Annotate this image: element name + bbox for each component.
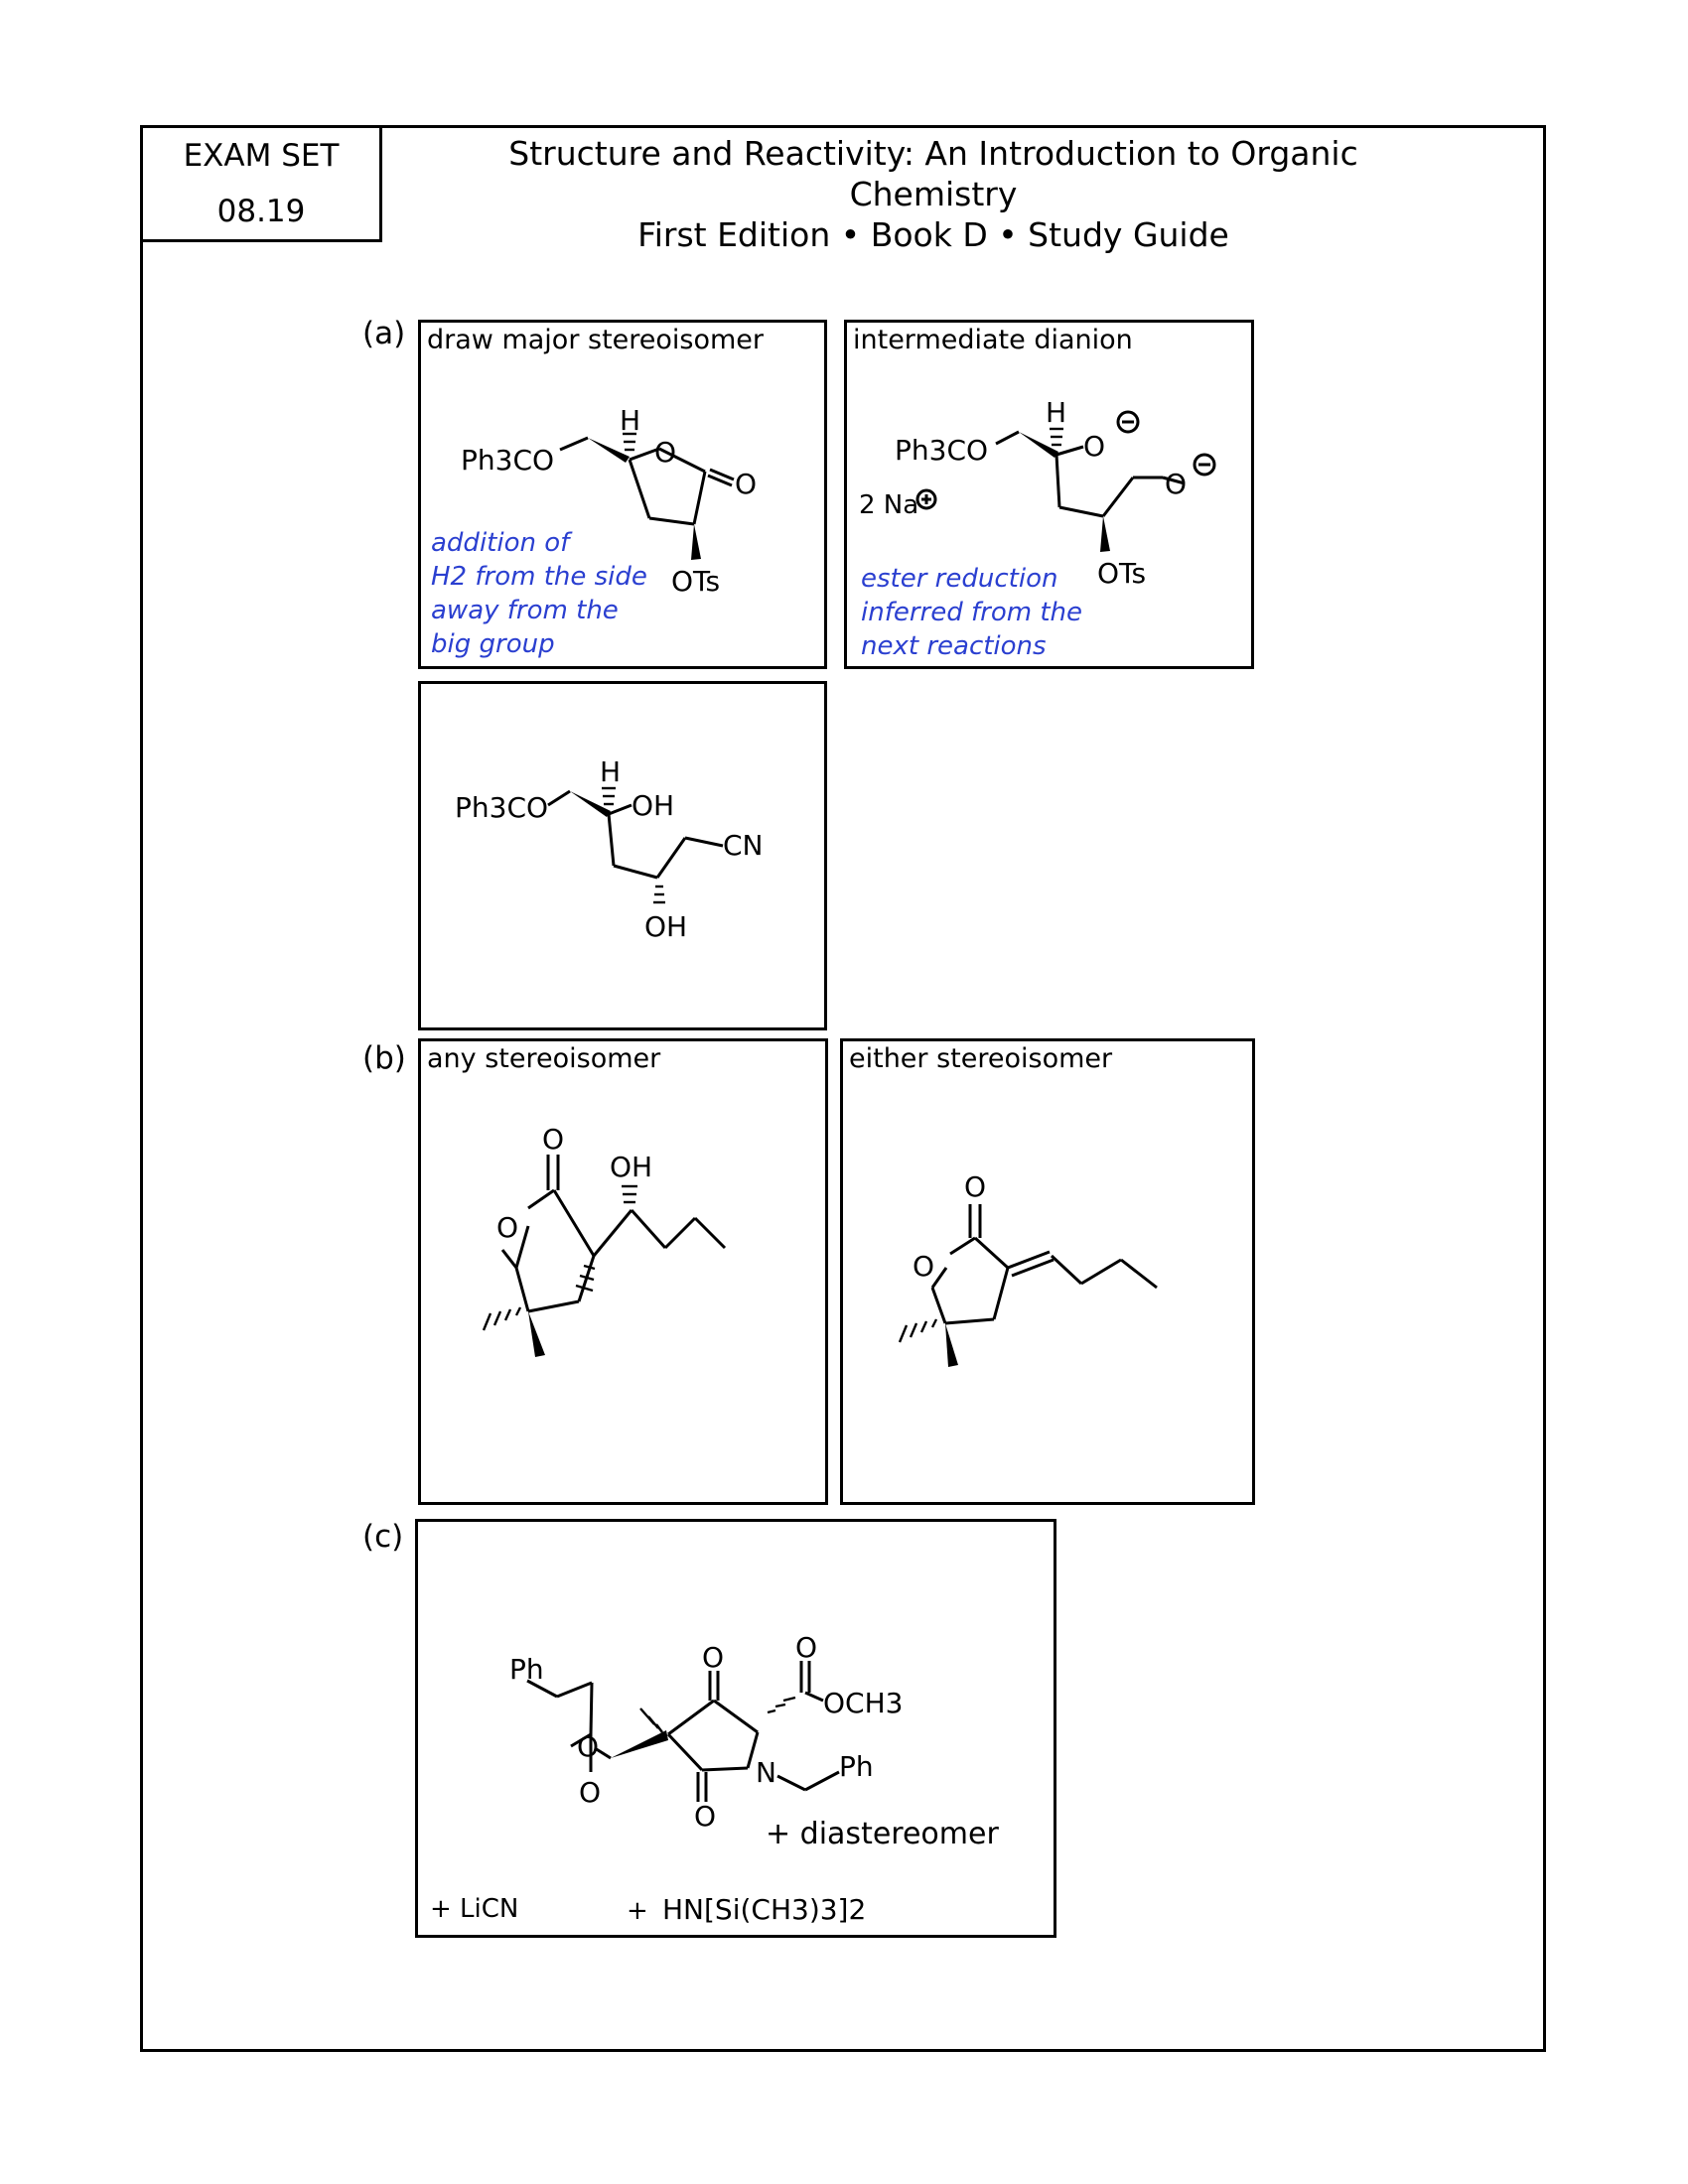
part-c-label: (c) bbox=[362, 1519, 404, 1555]
pyrrolidinone-structure bbox=[418, 1522, 1056, 1938]
phenyl-label-2: Ph bbox=[839, 1750, 874, 1783]
h-label: H bbox=[600, 755, 622, 788]
tosylate-label: OTs bbox=[1097, 557, 1147, 590]
panel-any-stereoisomer bbox=[418, 1038, 828, 1505]
panel-intermediate-dianion bbox=[844, 320, 1254, 669]
part-b-label: (b) bbox=[362, 1040, 406, 1076]
ester-oxygen-label: O bbox=[577, 1730, 600, 1763]
trityl-ether-label: Ph3CO bbox=[455, 791, 549, 824]
exam-set-box bbox=[140, 125, 382, 242]
carbonyl-oxygen-label: O bbox=[735, 468, 758, 500]
panel-pyrrolidinone bbox=[415, 1519, 1056, 1938]
trityl-ether-label: Ph3CO bbox=[895, 434, 989, 467]
h-label: H bbox=[620, 404, 641, 437]
exam-set-number: 08.19 bbox=[216, 194, 306, 229]
carbonyl-oxygen-label: O bbox=[542, 1123, 565, 1156]
hydroxyl-label-1: OH bbox=[632, 789, 675, 822]
title-line-2: First Edition • Book D • Study Guide bbox=[637, 215, 1229, 254]
alkoxide-oxygen-1: O bbox=[1083, 430, 1106, 463]
document-title bbox=[427, 133, 1440, 255]
h-label: H bbox=[1046, 396, 1067, 429]
phenyl-label-1: Ph bbox=[509, 1653, 544, 1686]
nitrogen-label: N bbox=[756, 1756, 776, 1789]
ring-oxygen-label: O bbox=[496, 1211, 519, 1244]
part-a-label: (a) bbox=[362, 316, 406, 351]
methyl-ester-oxygen-label: O bbox=[795, 1631, 818, 1664]
tosylate-label: OTs bbox=[671, 565, 721, 598]
sodium-label: 2 Na bbox=[859, 490, 919, 520]
panel-title: either stereoisomer bbox=[849, 1043, 1113, 1074]
panel-title: any stereoisomer bbox=[427, 1043, 661, 1074]
licn-label: + LiCN bbox=[430, 1894, 519, 1924]
trityl-ether-label: Ph3CO bbox=[461, 444, 555, 477]
note-line-1: ester reduction bbox=[861, 564, 1058, 594]
ketone-oxygen-label: O bbox=[702, 1641, 725, 1674]
exam-set-label: EXAM SET bbox=[183, 138, 340, 174]
panel-title: intermediate dianion bbox=[853, 325, 1133, 355]
hydroxyl-label-2: OH bbox=[644, 910, 688, 943]
note-line-3: next reactions bbox=[861, 631, 1047, 661]
diol-nitrile-structure bbox=[421, 684, 827, 1030]
ester-carbonyl-oxygen-label: O bbox=[579, 1776, 602, 1809]
hydroxyl-label: OH bbox=[610, 1151, 653, 1183]
panel-diol-nitrile bbox=[418, 681, 827, 1030]
title-line-1: Structure and Reactivity: An Introduction to Organic Chemistry bbox=[508, 134, 1358, 213]
note-line-2: inferred from the bbox=[861, 598, 1083, 627]
methoxy-label: OCH3 bbox=[823, 1687, 904, 1719]
note-line-3: away from the bbox=[431, 596, 619, 625]
note-line-1: addition of bbox=[431, 528, 570, 558]
panel-major-stereoisomer bbox=[418, 320, 827, 669]
lactone-structure bbox=[421, 323, 827, 669]
alkylidene-lactone-structure bbox=[843, 1041, 1255, 1505]
alkoxide-oxygen-2: O bbox=[1165, 468, 1188, 500]
diastereomer-label: + diastereomer bbox=[766, 1817, 999, 1851]
ring-oxygen-label: O bbox=[913, 1250, 935, 1283]
panel-either-stereoisomer bbox=[840, 1038, 1255, 1505]
panel-title: draw major stereoisomer bbox=[427, 325, 765, 355]
note-line-4: big group bbox=[431, 629, 555, 659]
ring-oxygen-label: O bbox=[654, 436, 677, 469]
note-line-2: H2 from the side bbox=[431, 562, 647, 592]
plus-sign: + bbox=[627, 1896, 648, 1926]
dianion-structure bbox=[847, 323, 1254, 669]
amide-oxygen-label: O bbox=[694, 1800, 717, 1833]
hmds-label: HN[Si(CH3)3]2 bbox=[662, 1893, 867, 1926]
nitrile-label: CN bbox=[723, 829, 764, 862]
hydroxy-lactone-structure bbox=[421, 1041, 828, 1505]
carbonyl-oxygen-label: O bbox=[964, 1170, 987, 1203]
